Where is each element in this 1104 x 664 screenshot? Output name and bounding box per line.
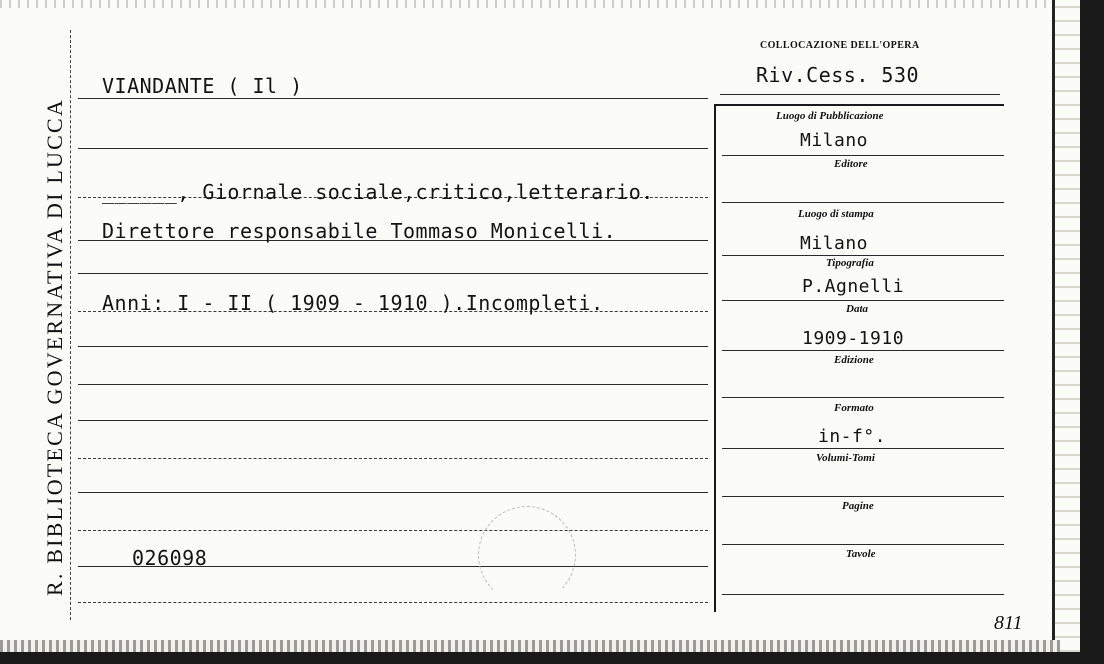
inventory-number: 026098 bbox=[132, 546, 208, 570]
rule-5 bbox=[78, 273, 708, 274]
label-formato: Formato bbox=[834, 402, 874, 414]
right-column-divider bbox=[714, 104, 716, 612]
rule-r9 bbox=[722, 544, 1004, 545]
rule-r10 bbox=[722, 594, 1004, 595]
rule-1 bbox=[78, 98, 708, 99]
label-data: Data bbox=[846, 303, 868, 315]
collocation-rule bbox=[720, 94, 1000, 95]
rule-10 bbox=[78, 458, 708, 459]
card-bottom-edge bbox=[0, 640, 1060, 652]
card-title: VIANDANTE ( Il ) bbox=[102, 74, 303, 98]
rule-2 bbox=[78, 148, 708, 149]
library-side-heading: R. BIBLIOTECA GOVERNATIVA DI LUCCA bbox=[42, 98, 67, 596]
card-top-edge bbox=[0, 0, 1060, 8]
left-margin-rule bbox=[70, 30, 71, 620]
rule-r4 bbox=[722, 300, 1004, 301]
value-luogo-pubblicazione: Milano bbox=[800, 130, 869, 151]
label-tavole: Tavole bbox=[846, 548, 876, 560]
rule-7 bbox=[78, 346, 708, 347]
label-luogo-stampa: Luogo di stampa bbox=[798, 208, 874, 220]
rule-8 bbox=[78, 384, 708, 385]
value-tipografia: P.Agnelli bbox=[802, 276, 905, 297]
description-line-1: ______, Giornale sociale,critico,letterario. bbox=[102, 180, 654, 204]
rule-r2 bbox=[722, 202, 1004, 203]
rule-r1 bbox=[722, 155, 1004, 156]
description-line-3: Anni: I - II ( 1909 - 1910 ).Incompleti. bbox=[102, 291, 604, 315]
rule-14 bbox=[78, 602, 708, 603]
label-luogo-pubblicazione: Luogo di Pubblicazione bbox=[776, 110, 884, 122]
description-line-2: Direttore responsabile Tommaso Monicelli. bbox=[102, 219, 617, 243]
value-luogo-stampa: Milano bbox=[800, 233, 869, 254]
rule-11 bbox=[78, 492, 708, 493]
label-tipografia: Tipografia bbox=[826, 257, 874, 269]
rule-r8 bbox=[722, 496, 1004, 497]
value-formato: in-f°. bbox=[818, 426, 887, 447]
label-volumi-tomi: Volumi-Tomi bbox=[816, 452, 875, 464]
rule-9 bbox=[78, 420, 708, 421]
rule-r7 bbox=[722, 448, 1004, 449]
rule-r6 bbox=[722, 397, 1004, 398]
label-edizione: Edizione bbox=[834, 354, 874, 366]
label-editore: Editore bbox=[834, 158, 868, 170]
label-pagine: Pagine bbox=[842, 500, 874, 512]
rule-r5 bbox=[722, 350, 1004, 351]
right-column-top-rule bbox=[714, 104, 1004, 106]
collocation-value: Riv.Cess. 530 bbox=[756, 63, 920, 87]
corner-note: 811 bbox=[994, 612, 1023, 634]
collocation-header: COLLOCAZIONE DELL'OPERA bbox=[760, 40, 920, 51]
card-right-edge bbox=[1052, 0, 1080, 652]
rule-12 bbox=[78, 530, 708, 531]
rule-r3 bbox=[722, 255, 1004, 256]
faint-stamp-mark bbox=[478, 506, 576, 604]
value-data: 1909-1910 bbox=[802, 328, 905, 349]
